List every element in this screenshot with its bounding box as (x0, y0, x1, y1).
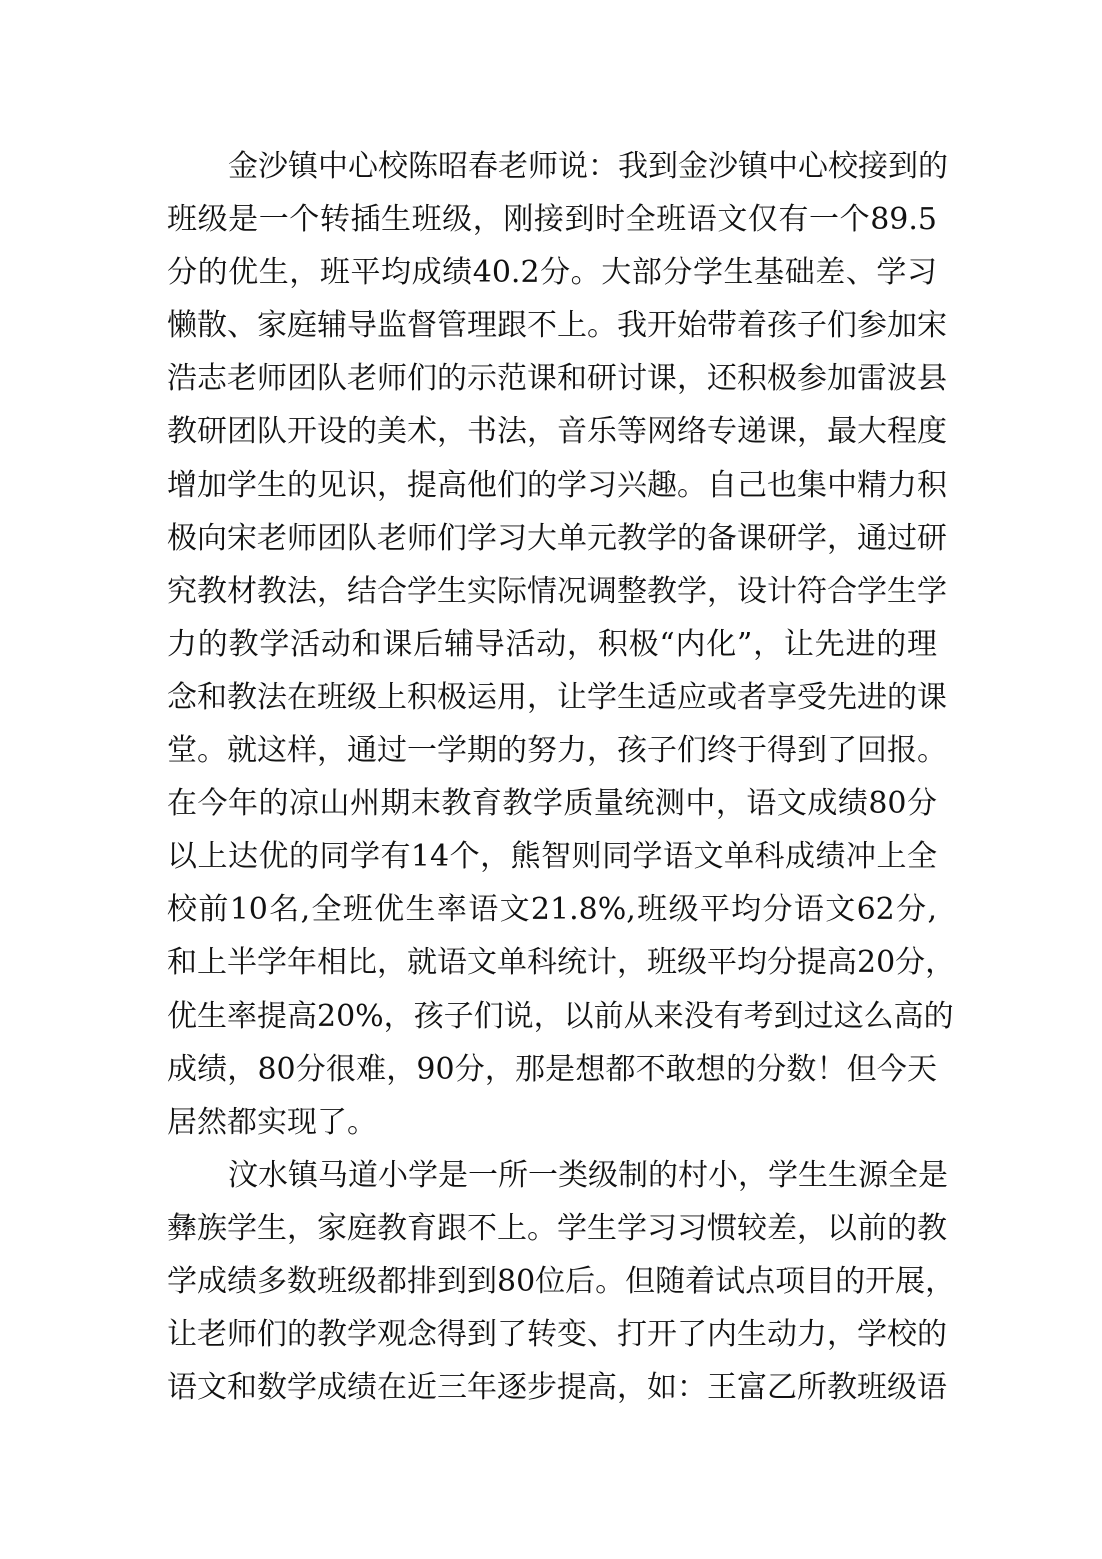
text-line: 成绩，80分很难，90分，那是想都不敢想的分数！但今天 (167, 1051, 937, 1087)
text-line: 分的优生，班平均成绩40.2分。大部分学生基础差、学习 (167, 255, 937, 291)
text-line: 让老师们的教学观念得到了转变、打开了内生动力，学校的 (167, 1317, 947, 1353)
paragraph (167, 140, 956, 1149)
text-line: 金沙镇中心校陈昭春老师说：我到金沙镇中心校接到的 (228, 149, 948, 184)
text-line: 堂。就这样，通过一学期的努力，孩子们终于得到了回报。 (167, 733, 947, 769)
text-line: 汶水镇马道小学是一所一类级制的村小，学生生源全是 (228, 1157, 948, 1193)
text-line: 语文和数学成绩在近三年逐步提高，如：王富乙所教班级语 (167, 1370, 947, 1406)
text-line: 以上达优的同学有14个，熊智则同学语文单科成绩冲上全 (167, 839, 937, 875)
text-line: 优生率提高20%，孩子们说，以前从来没有考到过这么高的 (167, 998, 954, 1034)
text-line: 校前10名,全班优生率语文21.8%,班级平均分语文62分, (167, 892, 937, 928)
text-line: 和上半学年相比，就语文单科统计，班级平均分提高20分， (167, 945, 956, 981)
text-line: 在今年的凉山州期末教育教学质量统测中，语文成绩80分 (167, 786, 937, 822)
text-line: 彝族学生，家庭教育跟不上。学生学习习惯较差，以前的教 (167, 1210, 947, 1246)
text-line: 力的教学活动和课后辅导活动，积极“内化”，让先进的理 (167, 626, 937, 662)
body-text (167, 140, 956, 1414)
text-line: 念和教法在班级上积极运用，让学生适应或者享受先进的课 (167, 679, 947, 715)
text-line: 教研团队开设的美术，书法，音乐等网络专递课，最大程度 (167, 414, 947, 450)
text-line: 浩志老师团队老师们的示范课和研讨课，还积极参加雷波县 (167, 361, 947, 397)
text-line: 班级是一个转插生班级，刚接到时全班语文仅有一个89.5 (167, 202, 937, 238)
text-line: 学成绩多数班级都排到到80位后。但随着试点项目的开展， (167, 1263, 956, 1299)
text-line: 增加学生的见识，提高他们的学习兴趣。自己也集中精力积 (167, 467, 947, 503)
text-line: 居然都实现了。 (167, 1104, 377, 1140)
text-line: 懒散、家庭辅导监督管理跟不上。我开始带着孩子们参加宋 (167, 308, 947, 344)
paragraph (167, 1149, 956, 1414)
text-line: 极向宋老师团队老师们学习大单元教学的备课研学，通过研 (167, 520, 947, 556)
text-line: 究教材教法，结合学生实际情况调整教学，设计符合学生学 (167, 573, 947, 609)
